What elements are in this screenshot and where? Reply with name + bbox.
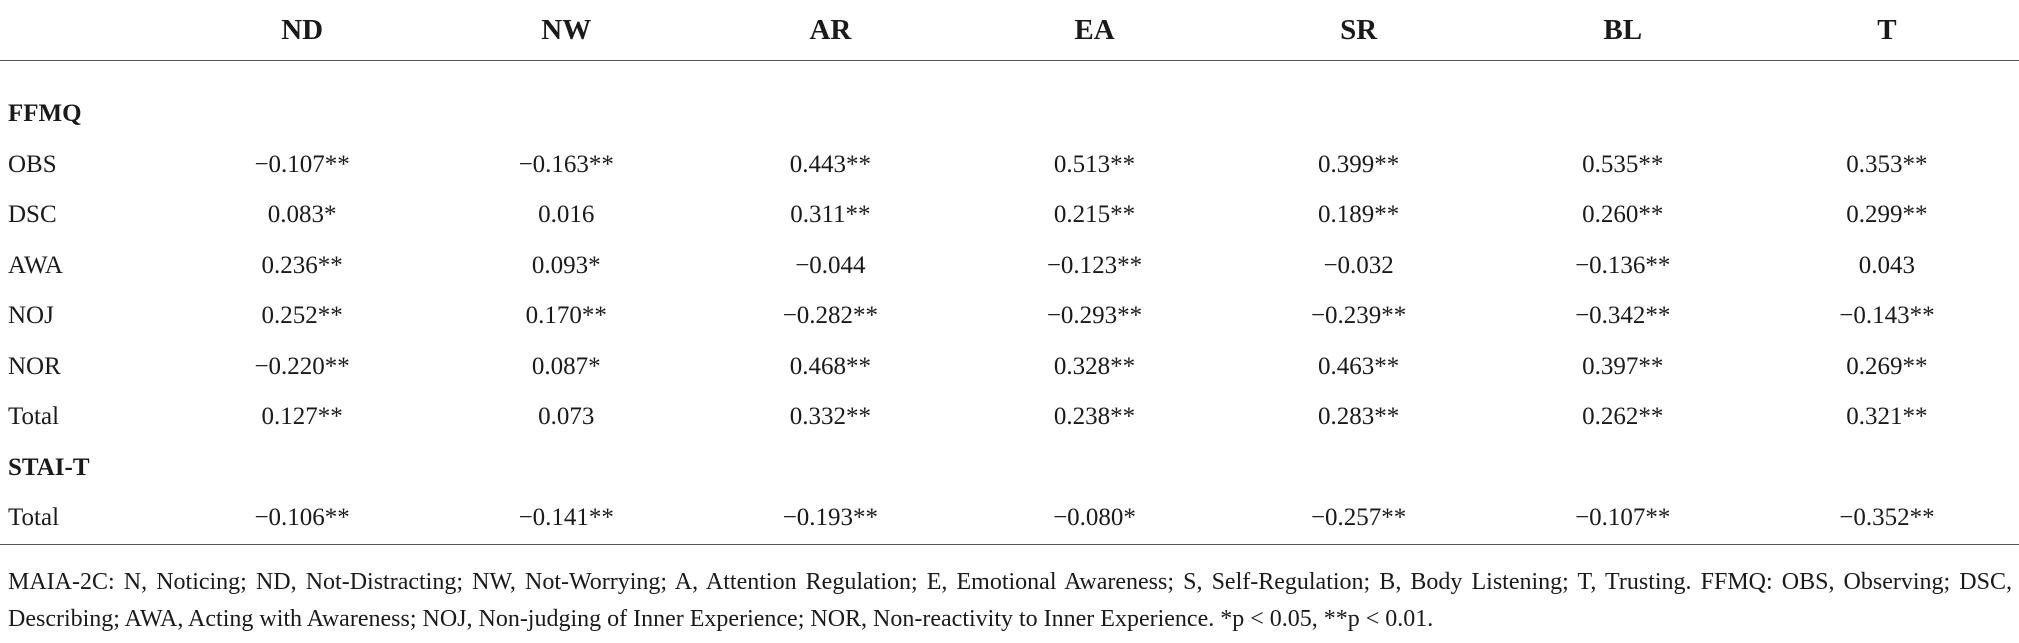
row-label: Total — [8, 504, 60, 532]
table-cell: 0.127** — [261, 403, 343, 431]
table-cell: −0.141** — [518, 504, 614, 532]
table-cell: −0.107** — [1575, 504, 1671, 532]
table-row-obs — [0, 140, 2019, 191]
column-header-ar: AR — [809, 13, 852, 46]
header-corner — [0, 0, 170, 61]
table-cell: 0.252** — [261, 302, 343, 330]
table-cell: 0.170** — [525, 302, 607, 330]
table-cell: 0.262** — [1582, 403, 1664, 431]
table-footnote: MAIA-2C: N, Noticing; ND, Not-Distracting; NW, Not-Worrying; A, Attention Regulation; E, Emotional Awareness; S, Self-Regulation; B, Body Listening; T, Trusting. FFMQ: OBS, Observing; DSC, Describing; AWA, Acting with Awareness; NOJ, Non-judging of Inner Experience; NOR, Non-reactivity to Inner Experience. *p < 0.05, **p < 0.01. — [8, 569, 2012, 632]
table-cell: −0.080* — [1053, 504, 1136, 532]
table-cell: 0.353** — [1846, 150, 1928, 178]
column-header-nd: ND — [281, 13, 324, 46]
table-cell: 0.260** — [1582, 201, 1664, 229]
table-cell: 0.311** — [790, 201, 871, 229]
row-label: DSC — [8, 201, 57, 229]
table-cell: 0.535** — [1582, 150, 1664, 178]
table-cell: −0.293** — [1046, 302, 1143, 330]
table-cell: −0.282** — [782, 302, 879, 330]
table-cell: 0.328** — [1053, 352, 1136, 380]
table-cell: −0.163** — [518, 150, 614, 178]
row-label: NOJ — [8, 302, 54, 330]
table-cell: 0.083* — [267, 201, 337, 229]
table-cell: −0.136** — [1575, 251, 1671, 279]
section-title: STAI-T — [8, 453, 90, 481]
table-cell: −0.143** — [1839, 302, 1935, 330]
column-header-bl: BL — [1603, 13, 1643, 46]
table-cell: −0.106** — [254, 504, 350, 532]
section-header-ffmq — [0, 89, 2019, 140]
column-header-ea: EA — [1074, 13, 1115, 46]
table-cell: −0.220** — [254, 352, 350, 380]
spacer-row — [0, 61, 2019, 90]
table-cell: 0.321** — [1846, 403, 1928, 431]
header-row — [0, 0, 2019, 61]
table-cell: 0.043 — [1858, 251, 1916, 279]
table-header — [0, 0, 2019, 61]
table-cell: 0.236** — [261, 251, 343, 279]
table-row-nor — [0, 342, 2019, 393]
column-header-t: T — [1877, 13, 1897, 46]
table-cell: 0.073 — [538, 403, 595, 431]
table-cell: −0.107** — [254, 150, 350, 178]
table-cell: 0.399** — [1318, 150, 1400, 178]
table-cell: 0.443** — [789, 150, 872, 178]
column-header-sr: SR — [1340, 13, 1378, 46]
table-cell: −0.123** — [1046, 251, 1143, 279]
table-cell: −0.032 — [1323, 251, 1394, 279]
table-row-ffmq-total — [0, 392, 2019, 443]
table-row-noj — [0, 291, 2019, 342]
table-cell: 0.463** — [1318, 352, 1400, 380]
table-cell: 0.269** — [1846, 352, 1928, 380]
table-body — [0, 61, 2019, 545]
table-cell: −0.352** — [1839, 504, 1935, 532]
table-cell: 0.332** — [789, 403, 872, 431]
table-cell: −0.239** — [1310, 302, 1407, 330]
table-cell: 0.093* — [531, 251, 601, 279]
table-row-dsc — [0, 190, 2019, 241]
table-cell: 0.299** — [1846, 201, 1928, 229]
row-label: Total — [8, 403, 60, 431]
table-cell: 0.238** — [1053, 403, 1136, 431]
table-cell: −0.257** — [1310, 504, 1407, 532]
table-cell: −0.044 — [795, 251, 866, 279]
table-row-awa — [0, 241, 2019, 292]
table-cell: 0.397** — [1582, 352, 1664, 380]
table-cell: 0.215** — [1053, 201, 1136, 229]
table-cell: 0.513** — [1053, 150, 1136, 178]
column-header-nw: NW — [541, 13, 592, 46]
table-row-stai-total — [0, 493, 2019, 544]
row-label: OBS — [8, 150, 57, 178]
section-title: FFMQ — [8, 100, 82, 128]
table-cell: 0.189** — [1318, 201, 1400, 229]
table-cell: 0.468** — [789, 352, 872, 380]
table-cell: 0.087* — [531, 352, 601, 380]
table-cell: 0.283** — [1318, 403, 1400, 431]
row-label: NOR — [8, 352, 61, 380]
row-label: AWA — [8, 251, 63, 279]
table-cell: −0.193** — [782, 504, 879, 532]
section-header-stai-t — [0, 443, 2019, 494]
table-cell: −0.342** — [1575, 302, 1671, 330]
table-cell: 0.016 — [538, 201, 595, 229]
